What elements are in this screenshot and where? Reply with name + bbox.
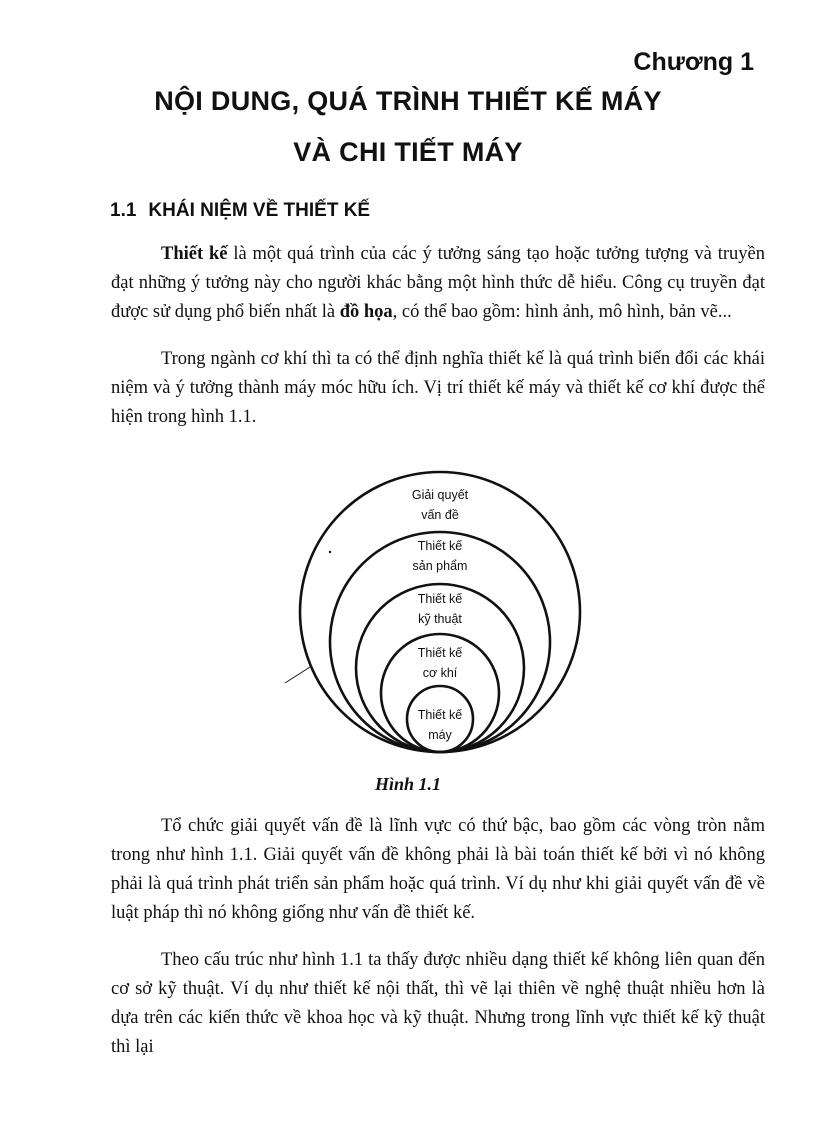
section-title: KHÁI NIỆM VỀ THIẾT KẾ (148, 200, 371, 221)
label-mechanical-design-1: Thiết kế (417, 646, 463, 660)
paragraph-structure: Theo cấu trúc như hình 1.1 ta thấy được nhiều dạng thiết kế không liên quan đến cơ sở kỹ thuật. Ví dụ như thiết kế nội thất, thì vẽ lại thiên về nghệ thuật nhiều hơn là dựa trên các kiến thức về khoa học và kỹ thuật. Nhưng trong lĩnh vực thiết kế kỹ thuật thì lại (111, 950, 765, 1057)
label-problem-solving-1: Giải quyết (411, 488, 469, 502)
circle-mechanical-design (381, 634, 499, 752)
chapter-title-line-2: VÀ CHI TIẾT MÁY (293, 137, 523, 167)
section-number: 1.1 (110, 200, 137, 221)
paragraph-definition-text-b: , có thể bao gồm: hình ảnh, mô hình, bản vẽ... (392, 302, 732, 322)
figure-caption: Hình 1.1 (374, 774, 442, 794)
label-problem-solving-2: vấn đề (421, 508, 459, 522)
circle-problem-solving (300, 472, 580, 752)
circle-product-design (330, 532, 550, 752)
term-thiet-ke: Thiết kế (161, 244, 228, 264)
paragraph-definition (111, 240, 765, 327)
speck-dot (329, 551, 331, 553)
term-do-hoa: đồ họa (339, 302, 393, 322)
section-heading (110, 200, 370, 222)
pointer-line (285, 667, 310, 683)
paragraph-mechanical-design: Trong ngành cơ khí thì ta có thể định nghĩa thiết kế là quá trình biến đổi các khái niệm và ý tưởng thành máy móc hữu ích. Vị trí thiết kế máy và thiết kế cơ khí được thể hiện trong hình 1.1. (111, 349, 765, 427)
label-machine-design-2: máy (428, 728, 452, 742)
label-product-design-1: Thiết kế (417, 539, 463, 553)
label-engineering-design-2: kỹ thuật (418, 612, 462, 626)
circle-engineering-design (356, 584, 524, 752)
label-engineering-design-1: Thiết kế (417, 592, 463, 606)
paragraph-definition-text-a: là một quá trình của các ý tưởng sáng tạo hoặc tưởng tượng và truyền đạt những ý tưởng này cho người khác bằng một hình thức dễ hiểu. Công cụ truyền đạt được sử dụng phổ biến nhất là (111, 244, 765, 322)
label-product-design-2: sản phẩm (412, 559, 468, 573)
chapter-title-line-1: NỘI DUNG, QUÁ TRÌNH THIẾT KẾ MÁY (154, 86, 662, 116)
label-machine-design-1: Thiết kế (417, 708, 463, 722)
label-mechanical-design-2: cơ khí (422, 666, 458, 680)
circle-machine-design (407, 686, 473, 752)
paragraph-problem-solving: Tổ chức giải quyết vấn đề là lĩnh vực có thứ bậc, bao gồm các vòng tròn nằm trong như hình 1.1. Giải quyết vấn đề không phải là bài toán thiết kế bởi vì nó không phải là quá trình phát triển sản phẩm hoặc quá trình. Ví dụ như khi giải quyết vấn đề về luật pháp thì nó không giống như vấn đề thiết kế. (111, 816, 765, 923)
chapter-label: Chương 1 (633, 48, 754, 76)
